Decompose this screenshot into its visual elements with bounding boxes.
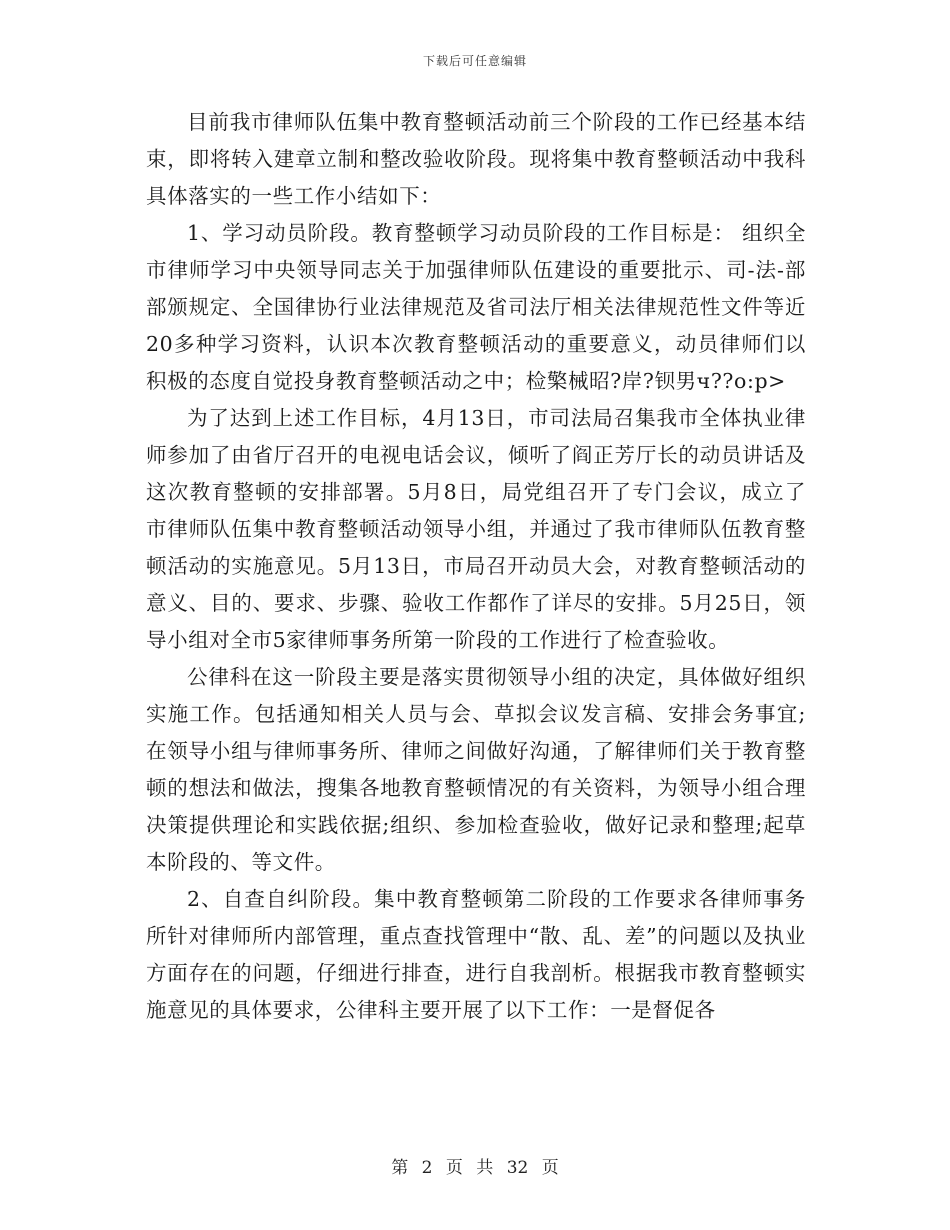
page-number-footer: 第 2 页 共 32 页	[391, 1158, 559, 1178]
paragraph-department-work: 公律科在这一阶段主要是落实贯彻领导小组的决定，具体做好组织实施工作。包括通知相关人员与会、草拟会议发言稿、安排会务事宜;在领导小组与律师事务所、律师之间做好沟通，了解律师们关于教育整顿的想法和做法，搜集各地教育整顿情况的有关资料，为领导小组合理决策提供理论和实践依据;组织、参加检查验收，做好记录和整理;起草本阶段的、等文件。	[146, 665, 806, 874]
paragraph-meetings-timeline: 为了达到上述工作目标，4月13日，市司法局召集我市全体执业律师参加了由省厅召开的电视电话会议，倾听了阎正芳厅长的动员讲话及这次教育整顿的安排部署。5月8日，局党组召开了专门会议，成立了市律师队伍集中教育整顿活动领导小组，并通过了我市律师队伍教育整顿活动的实施意见。5月13日，市局召开动员大会，对教育整顿活动的意义、目的、要求、步骤、验收工作都作了详尽的安排。5月25日，领导小组对全市5家律师事务所第一阶段的工作进行了检查验收。	[146, 406, 806, 652]
page-header-note: 下载后可任意编辑	[422, 54, 527, 68]
paragraph-intro: 目前我市律师队伍集中教育整顿活动前三个阶段的工作已经基本结束，即将转入建章立制和整改验收阶段。现将集中教育整顿活动中我科具体落实的一些工作小结如下：	[146, 110, 806, 208]
document-body	[146, 104, 806, 1029]
paragraph-study-mobilization: 1、学习动员阶段。教育整顿学习动员阶段的工作目标是： 组织全市律师学习中央领导同志关于加强律师队伍建设的重要批示、司-法-部部颁规定、全国律协行业法律规范及省司法厅相关法律规范性文件等近20多种学习资料，认识本次教育整顿活动的重要意义，动员律师们以积极的态度自觉投身教育整顿活动之中；检檠械昭?岸?钡男ч??o:p>	[146, 221, 806, 393]
paragraph-self-inspection: 2、自查自纠阶段。集中教育整顿第二阶段的工作要求各律师事务所针对律师所内部管理，重点查找管理中“散、乱、差”的问题以及执业方面存在的问题，仔细进行排查，进行自我剖析。根据我市教育整顿实施意见的具体要求，公律科主要开展了以下工作：一是督促各	[146, 887, 806, 1022]
